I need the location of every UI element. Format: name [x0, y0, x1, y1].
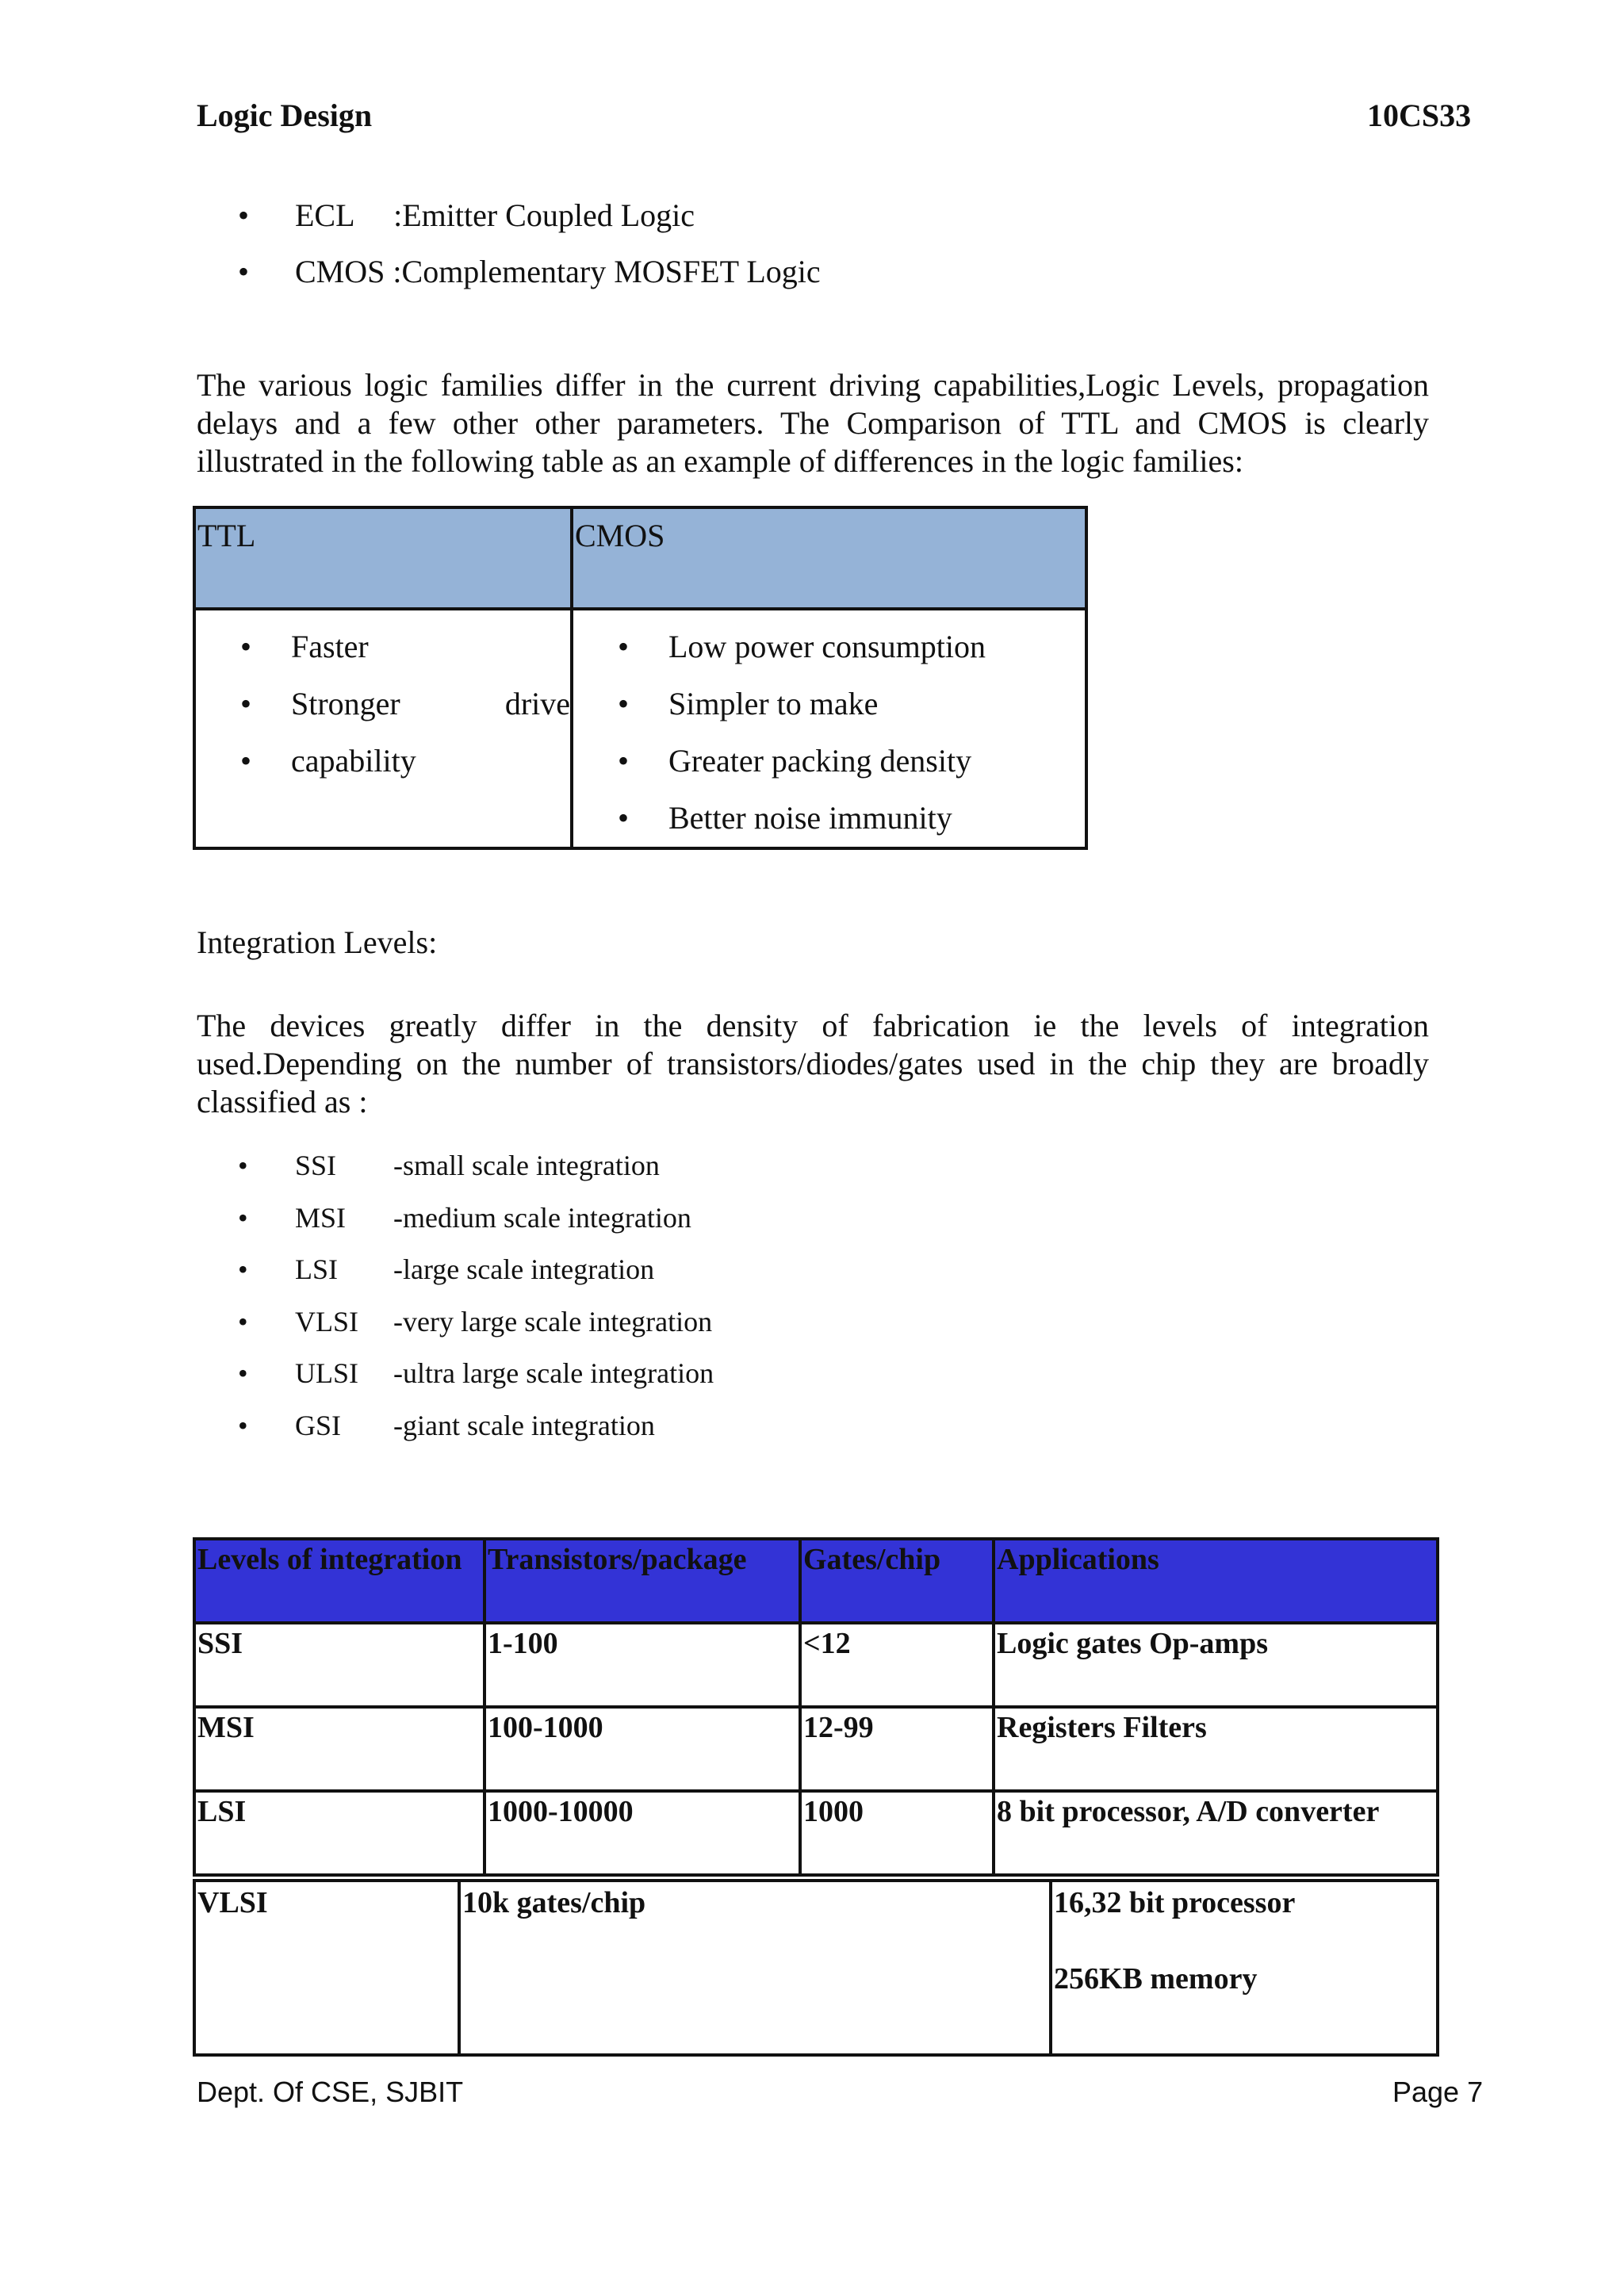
cell-applications: Registers Filters — [994, 1707, 1438, 1791]
cell-gates: <12 — [800, 1623, 994, 1707]
family-sep: : — [354, 197, 403, 233]
cell-gates: 1000 — [800, 1791, 994, 1875]
family-abbr: CMOS — [295, 254, 385, 289]
cell-transistors: 1000-10000 — [485, 1791, 800, 1875]
table-row — [194, 1707, 1438, 1791]
page-number: Page 7 — [1392, 2076, 1484, 2108]
table-header: Levels of integration — [194, 1539, 485, 1623]
cell-applications: 16,32 bit processor 256KB memory — [1051, 1881, 1438, 2055]
list-item: • VLSI -very large scale integration — [238, 1306, 714, 1358]
family-desc: Complementary MOSFET Logic — [401, 254, 821, 289]
table-row — [194, 1791, 1438, 1875]
cell-gates: 12-99 — [800, 1707, 994, 1791]
course-code: 10CS33 — [1367, 98, 1472, 133]
list-item: • Stronger drive — [240, 675, 570, 733]
family-desc: Emitter Coupled Logic — [402, 197, 695, 233]
table-header: Gates/chip — [800, 1539, 994, 1623]
list-item: • Simpler to make — [618, 675, 1085, 733]
table-header-ttl: TTL — [194, 507, 572, 609]
cell-applications: 8 bit processor, A/D converter — [994, 1791, 1438, 1875]
list-item — [238, 254, 821, 311]
cell-level: MSI — [194, 1707, 485, 1791]
list-item: • GSI -giant scale integration — [238, 1410, 714, 1462]
cell-level: VLSI — [194, 1881, 459, 2055]
list-item-continuation: • capability — [240, 733, 570, 790]
cell-gates: 10k gates/chip — [459, 1881, 1051, 2055]
intro-paragraph: The various logic families differ in the current driving capabilities,Logic Levels, propagation delays and a few other other parameters. The Comparison of TTL and CMOS is clearly illustrated in the following table as an example of differences in the logic families: — [197, 367, 1429, 479]
doc-title: Logic Design — [197, 98, 373, 133]
integration-heading: Integration Levels: — [197, 924, 438, 960]
family-list — [238, 198, 821, 311]
cell-transistors: 1-100 — [485, 1623, 800, 1707]
list-item: • ULSI -ultra large scale integration — [238, 1357, 714, 1410]
table-row — [194, 1881, 1438, 2055]
table-header: Applications — [994, 1539, 1438, 1623]
list-item: • Greater packing density — [618, 733, 1085, 790]
cell-level: SSI — [194, 1623, 485, 1707]
table-row — [194, 1623, 1438, 1707]
integration-paragraph: The devices greatly differ in the density of fabrication ie the levels of integration used.Depending on the number of transistors/diodes/gates used in the chip they are broadly classified as : — [197, 1008, 1429, 1119]
cell-level: LSI — [194, 1791, 485, 1875]
cmos-cell — [572, 609, 1086, 848]
family-sep: : — [385, 254, 402, 289]
comparison-table — [193, 506, 1088, 850]
list-item: • Faster — [240, 618, 570, 675]
list-item: • LSI -large scale integration — [238, 1253, 714, 1306]
cell-applications: Logic gates Op-amps — [994, 1623, 1438, 1707]
list-item: • Better noise immunity — [618, 790, 1085, 847]
ttl-cell — [194, 609, 572, 848]
levels-table — [193, 1537, 1439, 1877]
integration-list — [238, 1150, 714, 1461]
list-item: • SSI -small scale integration — [238, 1150, 714, 1202]
family-abbr: ECL — [295, 197, 354, 233]
vlsi-table — [193, 1879, 1439, 2057]
cell-transistors: 100-1000 — [485, 1707, 800, 1791]
list-item: • MSI -medium scale integration — [238, 1202, 714, 1254]
list-item: • Low power consumption — [618, 618, 1085, 675]
footer-dept: Dept. Of CSE, SJBIT — [197, 2076, 464, 2108]
table-header-cmos: CMOS — [572, 507, 1086, 609]
list-item — [238, 198, 821, 254]
table-header: Transistors/package — [485, 1539, 800, 1623]
